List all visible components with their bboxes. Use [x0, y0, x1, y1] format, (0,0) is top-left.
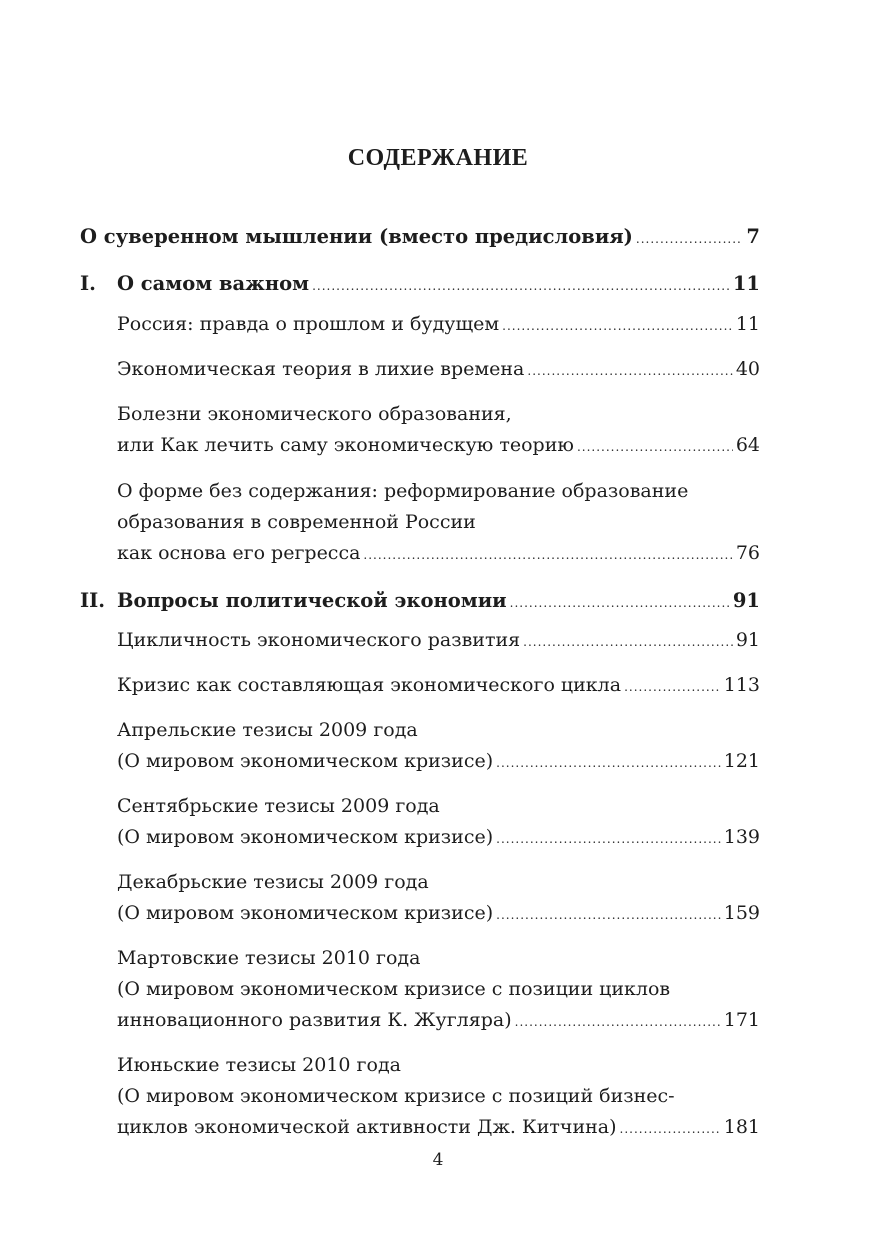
toc-page-number: 76	[735, 542, 760, 564]
toc-entry-line: Болезни экономического образования,	[117, 403, 512, 425]
toc-page-number: 64	[735, 434, 760, 456]
toc-entry-text: циклов экономической активности Дж. Китчина)	[117, 1116, 617, 1138]
toc-entry-text: Вопросы политической экономии	[117, 589, 507, 612]
toc-leader	[496, 826, 721, 852]
toc-title: СОДЕРЖАНИЕ	[347, 145, 529, 171]
toc-section-heading	[117, 271, 760, 299]
toc-leader	[363, 542, 732, 568]
toc-page-number: 171	[723, 1009, 760, 1031]
toc-entry-text: Цикличность экономического развития	[117, 629, 521, 651]
toc-leader	[515, 1009, 721, 1035]
toc-entry-line: образования в современной России	[117, 511, 476, 533]
toc-page-number: 91	[732, 589, 760, 612]
toc-entry-text: Россия: правда о прошлом и будущем	[117, 313, 500, 335]
toc-entry-text: инновационного развития К. Жугляра)	[117, 1009, 512, 1031]
toc-entry-line: Июньские тезисы 2010 года	[117, 1054, 401, 1076]
toc-leader	[523, 629, 733, 655]
toc-page-number: 181	[723, 1116, 760, 1138]
toc-entry	[117, 432, 760, 460]
toc-entry	[117, 1007, 760, 1035]
toc-leader	[620, 1116, 721, 1142]
toc-page-number: 113	[723, 674, 760, 696]
toc-leader	[527, 358, 732, 384]
toc-entry	[117, 540, 760, 568]
toc-leader	[636, 226, 744, 252]
section-roman-numeral: I.	[80, 272, 96, 295]
toc-page-number: 139	[723, 826, 760, 848]
section-roman-numeral: II.	[80, 589, 106, 612]
toc-entry-text: или Как лечить саму экономическую теорию	[117, 434, 574, 456]
toc-entry-text: (О мировом экономическом кризисе)	[117, 750, 494, 772]
toc-entry-text: О самом важном	[117, 272, 310, 295]
toc-page-number: 11	[732, 272, 760, 295]
toc-entry-text: Кризис как составляющая экономического цикла	[117, 674, 622, 696]
toc-entry-line: О форме без содержания: реформирование образование	[117, 480, 689, 502]
toc-page-number: 40	[735, 358, 760, 380]
toc-entry	[117, 627, 760, 655]
toc-page-number: 11	[735, 313, 760, 335]
toc-entry	[117, 1114, 760, 1142]
toc-entry-text: О суверенном мышлении (вместо предисловия)	[80, 225, 633, 248]
toc-page-number: 91	[735, 629, 760, 651]
toc-entry-line: Сентябрьские тезисы 2009 года	[117, 795, 440, 817]
toc-page-number: 159	[723, 902, 760, 924]
toc-leader	[624, 674, 721, 700]
toc-entry	[117, 748, 760, 776]
toc-entry-line: Декабрьские тезисы 2009 года	[117, 871, 429, 893]
toc-entry-text: (О мировом экономическом кризисе)	[117, 826, 494, 848]
toc-leader	[577, 434, 733, 460]
toc-leader	[496, 750, 721, 776]
toc-entry	[117, 311, 760, 339]
toc-leader	[496, 902, 721, 928]
toc-page-number: 7	[746, 225, 760, 248]
toc-leader	[312, 273, 730, 299]
toc-entry-line: Апрельские тезисы 2009 года	[117, 719, 418, 741]
toc-entry-line: Мартовские тезисы 2010 года	[117, 947, 421, 969]
page-number: 4	[432, 1150, 444, 1170]
toc-entry-text: (О мировом экономическом кризисе)	[117, 902, 494, 924]
toc-leader	[502, 313, 733, 339]
toc-entry-line: (О мировом экономическом кризисе с позиции циклов	[117, 978, 671, 1000]
toc-section-heading	[117, 588, 760, 616]
toc-entry	[117, 900, 760, 928]
toc-entry	[117, 672, 760, 700]
toc-entry-line: (О мировом экономическом кризисе с позиций бизнес-	[117, 1085, 675, 1107]
toc-page-number: 121	[723, 750, 760, 772]
toc-entry-text: Экономическая теория в лихие времена	[117, 358, 525, 380]
toc-leader	[510, 590, 730, 616]
toc-entry	[117, 356, 760, 384]
toc-entry-intro	[80, 224, 760, 252]
toc-entry-text: как основа его регресса	[117, 542, 361, 564]
toc-entry	[117, 824, 760, 852]
